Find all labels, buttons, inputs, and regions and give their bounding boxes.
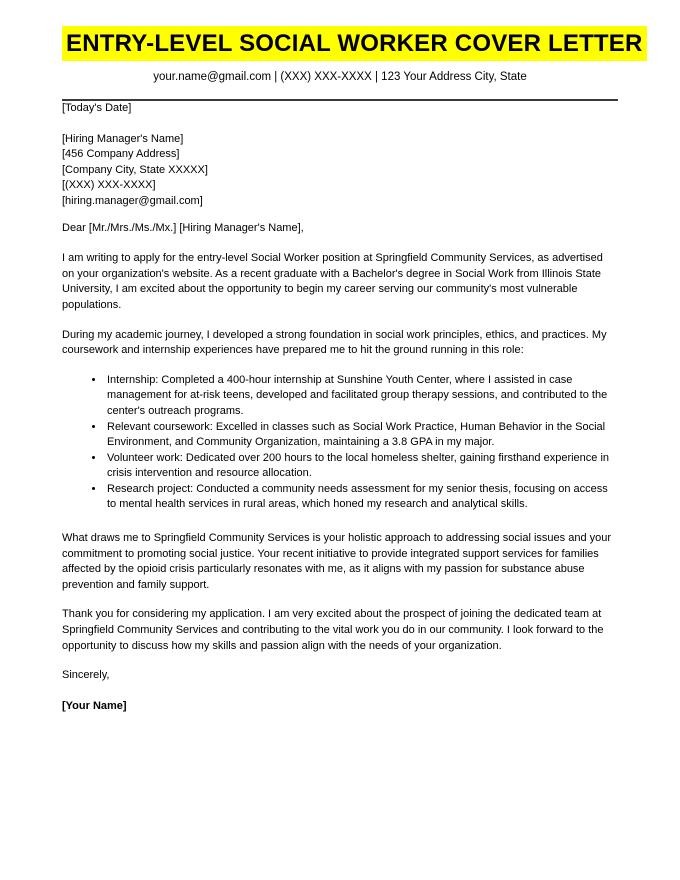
page-title: ENTRY-LEVEL SOCIAL WORKER COVER LETTER [62, 26, 647, 61]
contact-info-line: your.name@gmail.com | (XXX) XXX-XXXX | 123 Your Address City, State [153, 71, 527, 83]
salutation: Dear [Mr./Mrs./Ms./Mx.] [Hiring Manager's Name], [62, 221, 304, 234]
paragraph-intro: I am writing to apply for the entry-level Social Worker position at Springfield Community Services, as advertised on your organization's website. As a recent graduate with a Bachelor's degree in Social Work from Illinois State University, I am excited about the opportunity to begin my career serving our community's most vulnerable populations. [62, 252, 603, 311]
paragraph-motivation: What draws me to Springfield Community Services is your holistic approach to addressing social issues and your commitment to promoting social justice. Your recent initiative to provide integrated support services for families affected by the opioid crisis particularly resonates with me, as it aligns with my passion for substance abuse prevention and family support. [62, 532, 612, 591]
list-item-volunteer: • Volunteer work: Dedicated over 200 hours to the local homeless shelter, gaining firsthand experience in crisis intervention and resource allocation. [105, 451, 618, 482]
qualifications-list [62, 373, 618, 513]
recipient-email-line: [hiring.manager@gmail.com] [62, 194, 203, 207]
paragraph-academic: During my academic journey, I developed a strong foundation in social work principles, ethics, and practices. My coursework and internship experiences have prepared me to hit the ground running in this role: [62, 328, 607, 357]
document-header [62, 26, 643, 61]
list-item-research: • Research project: Conducted a community needs assessment for my senior thesis, focusing on access to mental health services in rural areas, which honed my research and analytical skills. [105, 482, 618, 513]
recipient-phone-line: [(XXX) XXX-XXXX] [62, 179, 156, 192]
signature-placeholder: [Your Name] [62, 699, 127, 712]
recipient-address-line: [456 Company Address] [62, 148, 180, 161]
date-placeholder: [Today's Date] [62, 102, 132, 114]
letter-body [62, 101, 618, 714]
recipient-name-line: [Hiring Manager's Name] [62, 132, 184, 145]
paragraph-thanks: Thank you for considering my application. I am very excited about the prospect of joining the dedicated team at Springfield Community Services and contributing to the vital work you do in our community. I look forward to the opportunity to discuss how my skills and passion align with the needs of your organization. [62, 608, 604, 652]
closing-salutation: Sincerely, [62, 669, 110, 682]
list-item-internship: • Internship: Completed a 400-hour internship at Sunshine Youth Center, where I assisted in case management for at-risk teens, developed and facilitated group therapy sessions, and contributed to the center's outreach programs. [105, 373, 618, 420]
recipient-city-line: [Company City, State XXXXX] [62, 163, 208, 176]
recipient-address-block [62, 132, 618, 210]
list-item-coursework: • Relevant coursework: Excelled in classes such as Social Work Practice, Human Behavior in the Social Environment, and Community Organization, maintaining a 3.8 GPA in my major. [105, 420, 618, 451]
